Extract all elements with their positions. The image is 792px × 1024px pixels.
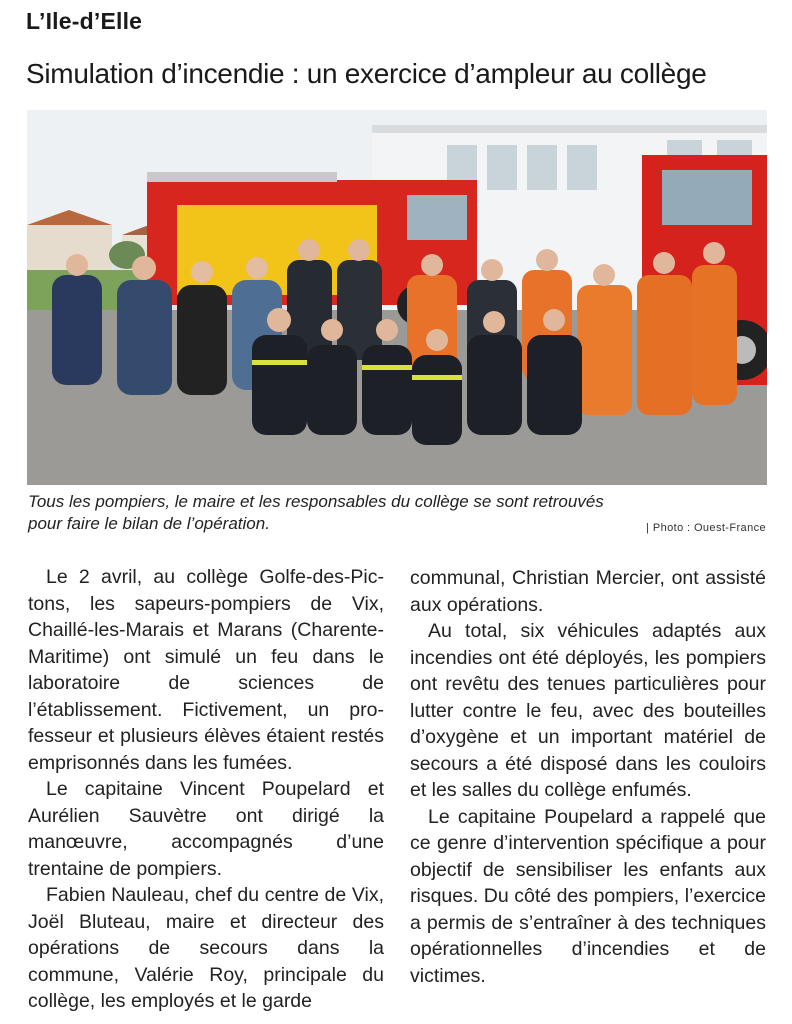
column1-paragraph-1: Le 2 avril, au collège Golfe-des-Pictons, les sapeurs-pompiers de Vix, Chaillé-les-Marais et Marans (Charente-Maritime) ont simulé un feu dans le laboratoire de sciences de l’établissement. Fictivement, un professeur et plusieurs élèves étaient restés emprisonnés dans les fumées. [28,566,384,774]
article-column-1 [28,564,384,1015]
headline: Simulation d’incendie : un exercice d’ampleur au collège [26,58,707,89]
column1-paragraph-2: Le capitaine Vincent Poupelard et Aurélien Sauvètre ont dirigé la manœuvre, accompagnés d’une trentaine de pompiers. [28,778,384,880]
article-column-2 [410,565,766,989]
column2-paragraph-2: Au total, six véhicules adaptés aux incendies ont été déployés, les pompiers ont revêtu des tenues particulières pour lutter contre le feu, avec des bouteilles d’oxygène et un important matériel de secours a été disposé dans les couloirs et les salles du collège enfumés. [410,620,766,801]
group-photo-illustration [27,110,767,485]
photo-credit: | Photo : Ouest-France [646,522,766,534]
group-photo [27,110,767,485]
photo-caption: Tous les pompiers, le maire et les responsables du collège se sont retrouvés pour faire le bilan de l’opération. [28,492,604,533]
column2-paragraph-1: communal, Christian Mercier, ont assisté aux opérations. [410,567,766,616]
column1-paragraph-3: Fabien Nauleau, chef du centre de Vix, Joël Bluteau, maire et directeur des opérations de secours dans la commune, Valérie Roy, principale du collège, les employés et le garde [28,884,384,1012]
location-kicker: L’Ile-d’Elle [26,8,143,34]
column2-paragraph-3: Le capitaine Poupelard a rappelé que ce genre d’intervention spécifique a pour objectif de sensibiliser les enfants aux risques. Du côté des pompiers, l’exercice a permis de s’entraîner à des techniques opérationnelles d’incendies et de victimes. [410,805,766,987]
